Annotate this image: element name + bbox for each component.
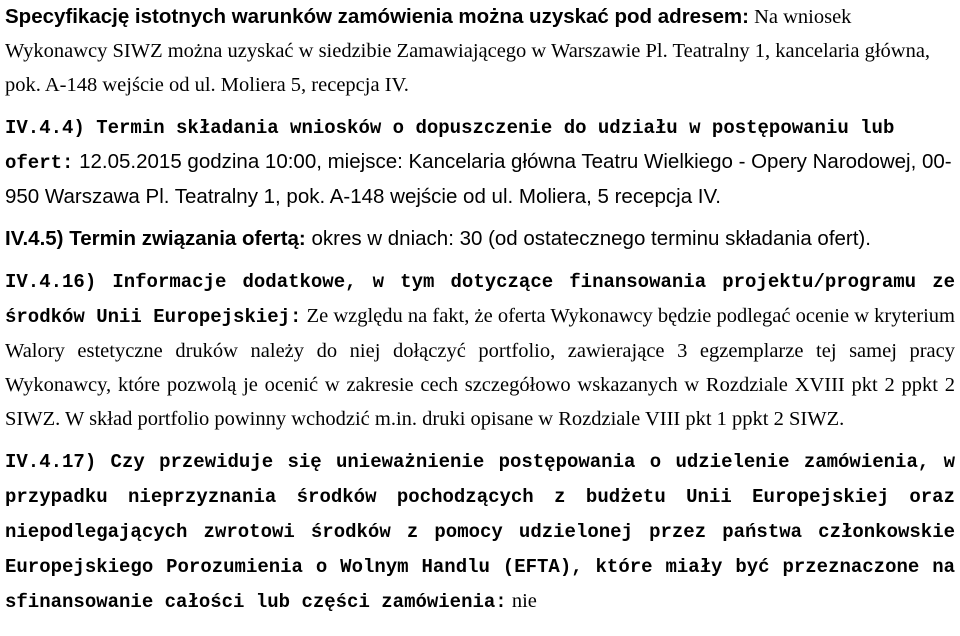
spacer: [5, 102, 955, 110]
section-siwz-availability: [5, 0, 955, 102]
section-binding-period: [5, 222, 955, 256]
document-body: [5, 0, 955, 619]
section-annulment: [5, 444, 955, 619]
section-deadline-text: 12.05.2015 godzina 10:00, miejsce: Kancelaria główna Teatru Wielkiego - Opery Narodowej, 00-950 Warszawa Pl. Teatralny 1, pok. A-148 wejście od ul. Moliera, 5 recepcja IV.: [5, 150, 952, 208]
spacer: [5, 214, 955, 222]
spacer: [5, 436, 955, 444]
section-binding-text: okres w dniach: 30 (od ostatecznego terminu składania ofert).: [305, 227, 871, 250]
section-binding-label: IV.4.5) Termin związania ofertą:: [5, 227, 306, 250]
section-deadline-label: IV.4.4) Termin składania wniosków o dopuszczenie do udziału w postępowaniu lub ofert:: [5, 117, 895, 174]
section-additional-text: Ze względu na fakt, że oferta Wykonawcy będzie podlegać ocenie w kryterium Walory estetyczne druków należy do niej dołączyć portfolio, zawierające 3 egzemplarze tej samej pracy Wykonawcy, które pozwolą je ocenić w zakresie cech szczegółowo wskazanych w Rozdziale XVIII pkt 2 ppkt 2 SIWZ. W skład portfolio powinny wchodzić m.in. druki opisane w Rozdziale VIII pkt 1 ppkt 2 SIWZ.: [5, 305, 955, 430]
section-siwz-label: Specyfikację istotnych warunków zamówienia można uzyskać pod adresem:: [5, 5, 749, 28]
section-annulment-label: IV.4.17) Czy przewiduje się unieważnienie postępowania o udzielenie zamówienia, w przypadku nieprzyznania środków pochodzących z budżetu Unii Europejskiej oraz niepodlegających zwrotowi środków z pomocy udzielonej przez państwa członkowskie Europejskiego Porozumienia o Wolnym Handlu (EFTA), które miały być przeznaczone na sfinansowanie całości lub części zamówienia:: [5, 451, 955, 613]
section-deadline: [5, 110, 955, 214]
section-additional-label: IV.4.16) Informacje dodatkowe, w tym dotyczące finansowania projektu/programu ze środków Unii Europejskiej:: [5, 271, 955, 328]
section-additional-info: [5, 264, 955, 436]
spacer: [5, 256, 955, 264]
section-siwz-text: Na wniosek Wykonawcy SIWZ można uzyskać w siedzibie Zamawiającego w Warszawie Pl. Teatralny 1, kancelaria główna, pok. A-148 wejście od ul. Moliera 5, recepcja IV.: [5, 6, 931, 96]
section-annulment-text: nie: [506, 590, 537, 612]
